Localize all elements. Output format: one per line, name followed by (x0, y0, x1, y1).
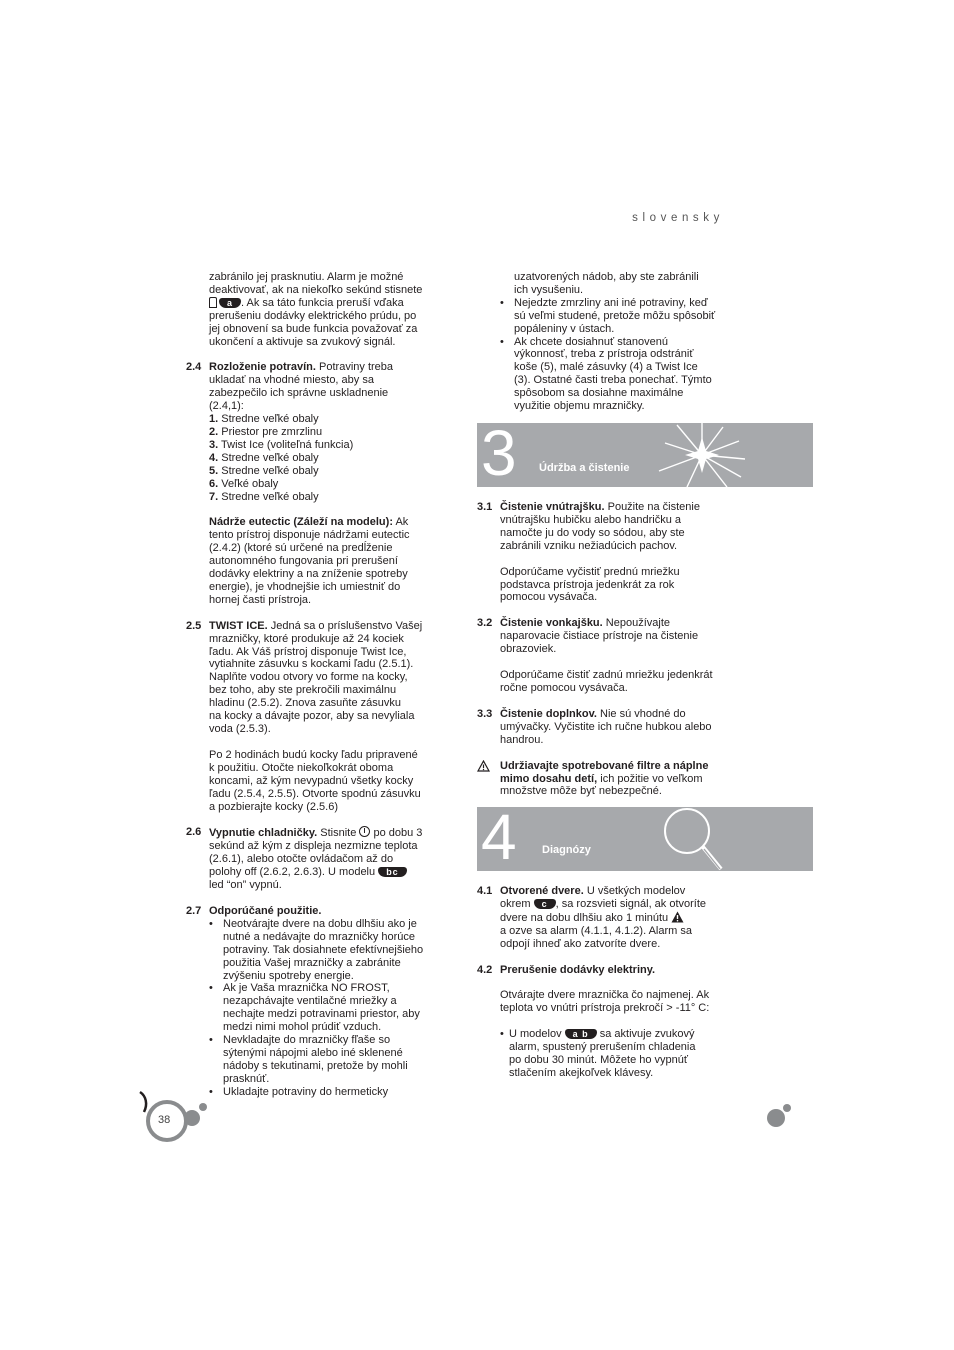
page-number: 38 (158, 1114, 171, 1126)
section-number: 2.4 (186, 361, 202, 374)
text-line: sekúnd až kým z displeja nezmizne teplota (209, 840, 418, 853)
text-line (509, 1028, 737, 1041)
bullet-icon: • (500, 1028, 504, 1041)
text-line: autonomného fungovania pri prerušení (209, 555, 398, 568)
magnifier-icon (657, 807, 737, 871)
text-span: U modelov (509, 1028, 562, 1041)
section-title: Rozloženie potravín. (209, 361, 316, 374)
text-span: . Ak sa táto funkcia preruší vďaka (241, 296, 404, 309)
warning-icon (477, 760, 490, 772)
right-column-bottom (477, 885, 737, 1080)
item-number: 4. (209, 451, 219, 464)
list-item (500, 336, 740, 413)
section-2-6 (186, 826, 448, 892)
section-number: 3.1 (477, 501, 493, 513)
chapter-title: Diagnózy (542, 844, 591, 856)
text-line: Odporúčame čistiť zadnú mriežku jedenkrát (500, 669, 713, 682)
item-text: Stredne veľké obaly (221, 413, 319, 426)
section-2-7 (186, 905, 448, 1099)
list-item (209, 426, 448, 439)
section-number: 2.6 (186, 826, 202, 839)
storage-list (209, 413, 448, 503)
text-line: • Ukladajte potraviny do hermeticky (223, 1085, 389, 1098)
text-span: polohy off (2.6.2, 2.6.3). U modelu (209, 866, 376, 879)
text-line (500, 708, 737, 721)
item-text: Priestor pre zmrzlinu (221, 425, 323, 438)
text-line: odpojí ihneď ako zatvoríte dvere. (500, 937, 661, 950)
section-title: Čistenie vonkajšku. (500, 617, 603, 630)
text-line: deaktivovať, ak na niekoľko sekúnd stisnete (209, 283, 423, 296)
text-line (500, 617, 737, 630)
text-line (500, 911, 737, 925)
list-item (500, 297, 740, 336)
text-line: • Nevkladajte do mrazničky fľaše so (223, 1034, 391, 1047)
text-line: alarm, spustený prerušením chladenia (509, 1041, 696, 1054)
text-line: zabránili vzniku nežiadúcich pachov. (500, 539, 678, 552)
text-line: výkonnosť, treba z prístroja odstrániť (514, 348, 694, 361)
text-line: pomocou vysávača. (500, 591, 598, 604)
list-item (209, 1034, 448, 1086)
text-line: sú veľmi studené, pretože môžu spôsobiť (514, 309, 716, 322)
item-number: 2. (209, 425, 219, 438)
text-line: množstve môže byť nebezpečné. (500, 785, 662, 798)
sparkle-icon (657, 423, 747, 487)
section-2-4 (186, 361, 448, 606)
recommendation-list-continued (500, 297, 740, 413)
text-span: Jedná sa o príslušenstvo Vašej (270, 619, 423, 632)
text-line: zabránilo jej prasknutiu. Alarm je možné (209, 271, 404, 283)
text-line: nechajte medzi potravinami priestor, aby (223, 1008, 420, 1021)
text-line: k použitiu. Otočte niekoľkokrát oboma (209, 761, 394, 774)
text-line (500, 501, 737, 514)
text-line: hladinu (2.5.2). Znova zasuňte zásuvku (209, 697, 402, 710)
list-item (209, 452, 448, 465)
text-line: popáleniny v ústach. (514, 322, 615, 335)
text-line: ukončení a aktivuje sa zvukový signál. (209, 335, 396, 348)
text-line: • Neotvárajte dvere na dobu dlhšiu ako je (223, 917, 417, 930)
text-line: ukladať na vhodné miesto, aby sa (209, 374, 374, 387)
text-line: energie), je vhodnejšie ich umiestniť do (209, 580, 401, 593)
text-span: Nie sú vhodné do (600, 707, 686, 720)
text-line: ich vysušeniu. (514, 283, 584, 296)
text-line (209, 361, 448, 374)
text-line (209, 297, 448, 310)
model-badge-a: a (219, 298, 241, 308)
text-span: U všetkých modelov (586, 885, 686, 897)
section-4-1 (477, 885, 737, 951)
text-span: ich požitie vo veľkom (600, 772, 703, 785)
item-number: 5. (209, 464, 219, 477)
lock-icon (209, 297, 217, 308)
section-number: 4.1 (477, 885, 493, 897)
text-span: Použite na čistenie (607, 501, 700, 513)
text-line: • Nejedzte zmrzliny ani iné potraviny, keď (514, 296, 708, 309)
text-line: koncami, až kým nevypadnú všetky kocky (209, 774, 414, 787)
warning-title: Udržiavajte spotrebované filtre a náplne (500, 759, 709, 772)
text-line: dodávky elektriny a na zníženie spotreby (209, 568, 408, 581)
power-icon (359, 826, 370, 837)
chapter-title: Údržba a čistenie (539, 462, 630, 474)
section-title: TWIST ICE. (209, 619, 268, 632)
section-4-2 (477, 964, 737, 1080)
text-line: po dobu 30 minút. Môžete ho vypnúť (509, 1054, 689, 1067)
text-line: a pozbierajte kocky (2.5.6) (209, 800, 339, 813)
text-line: medzi nimi mohol prúdiť vzduch. (223, 1021, 382, 1034)
text-line: nutné a nedávajte do mrazničky horúce (223, 930, 416, 943)
text-line: namočte ju do vody so sódou, aby ste (500, 526, 685, 539)
text-line (209, 620, 448, 633)
text-line: ročne pomocou vysávača. (500, 681, 628, 694)
list-item (209, 478, 448, 491)
list-item (209, 1086, 448, 1099)
text-line: a ozve sa alarm (4.1.1, 4.1.2). Alarm sa (500, 924, 692, 937)
list-item (209, 413, 448, 426)
text-line: na kocky a dávajte pozor, aby sa nevyliala (209, 710, 415, 723)
corner-dots-decoration (762, 1100, 802, 1140)
text-line: sýtenými nápojmi alebo iné sklenené (223, 1046, 403, 1059)
item-number: 3. (209, 438, 219, 451)
section-banner-4 (477, 807, 813, 871)
right-column-middle (477, 501, 737, 798)
text-line: voda (2.5.3). (209, 723, 271, 735)
list-item (209, 491, 448, 504)
text-span: Potraviny treba (319, 361, 394, 374)
text-line: teplota vo vnútri prístroja prekročí > -11° C: (500, 1002, 710, 1015)
text-span: dvere na dobu dlhšiu ako 1 minútu (500, 911, 669, 924)
section-title: Odporúčané použitie. (209, 904, 322, 917)
text-span: po dobu 3 (373, 827, 423, 840)
text-line: stlačením akejkoľvek klávesy. (509, 1066, 654, 1079)
text-line: spôsobom sa dosiahne maximálne (514, 387, 684, 400)
section-number: 3.3 (477, 707, 493, 720)
item-text: Twist Ice (voliteľná funkcia) (221, 438, 354, 451)
text-line: prerušeniu dodávky elektrického prúdu, po (209, 309, 417, 322)
text-span: sa aktivuje zvukový (599, 1028, 695, 1041)
text-line: Naplňte vodou otvory vo forme na kocky, (209, 671, 408, 684)
section-3-3 (477, 708, 737, 747)
text-span: , sa rozsvieti signál, ak otvoríte (555, 897, 707, 910)
text-line: zabezpečilo ich správne uskladnenie (209, 387, 389, 400)
text-line: mrazničky, ktoré produkuje až 24 kociek (209, 632, 404, 645)
text-line: využitie objemu mrazničky. (514, 400, 645, 413)
text-line: (2.4.2) (ktoré sú určené na predĺženie (209, 542, 393, 555)
text-line: koše (5), malé zásuvky (4) a Twist Ice (514, 361, 698, 374)
section-3-2 (477, 617, 737, 695)
text-line: handrou. (500, 733, 544, 746)
list-item (500, 1028, 737, 1080)
item-number: 1. (209, 413, 219, 426)
chapter-number: 4 (481, 807, 517, 871)
section-number: 4.2 (477, 963, 493, 976)
text-line: Otvárajte dvere mraznička čo najmenej. Ak (500, 989, 710, 1002)
chapter-number: 3 (481, 423, 517, 487)
section-title: Otvorené dvere. (500, 885, 584, 897)
text-line: ľadu. Ak Váš prístroj disponuje Twist Ice, (209, 645, 407, 658)
left-column (186, 271, 448, 1099)
section-3-1 (477, 501, 737, 604)
right-column-top (500, 271, 740, 413)
item-text: Stredne veľké obaly (221, 464, 319, 477)
section-title: Vypnutie chladničky. (209, 827, 318, 840)
text-line: potraviny. Tak dosiahnete efektívnejšieho (223, 943, 424, 956)
list-item (209, 982, 448, 1034)
text-line: (3). Ostatné časti treba ponechať. Týmto (514, 374, 712, 387)
text-line: ľadu (2.5.4, 2.5.5). Otvorte spodnú zásuvku (209, 787, 421, 800)
text-span: Stisnite (320, 827, 357, 840)
section-title: Čistenie vnútrajšku. (500, 501, 605, 513)
text-line: vytiahnite zásuvku s kockami ľadu (2.5.1). (209, 658, 414, 671)
text-line: prasknúť. (223, 1072, 270, 1085)
text-line: nádoby s tekutinami, pretože by mohli (223, 1059, 408, 1072)
item-number: 6. (209, 477, 219, 490)
text-line: podstavca prístroja jedenkrát za rok (500, 578, 675, 591)
section-title: Čistenie doplnkov. (500, 707, 597, 720)
text-line: uzatvorených nádob, aby ste zabránili (514, 271, 699, 283)
warning-note (477, 760, 737, 799)
model-badge-c: c (534, 899, 556, 909)
text-line: vnútrajšku hubičku alebo handričku a (500, 513, 682, 526)
text-line: umývačky. Vyčistite ich ručne hubkou alebo (500, 720, 712, 733)
text-line: Odporúčame vyčistiť prednú mriežku (500, 565, 680, 578)
section-number: 2.5 (186, 619, 202, 632)
text-line: naparovacie čistiace prístroje na čistenie (500, 630, 699, 643)
text-line (500, 885, 737, 898)
item-text: Veľké obaly (221, 477, 279, 490)
text-span: okrem (500, 897, 531, 910)
alarm-warning-icon (671, 911, 684, 923)
text-span: Nepoužívajte (605, 617, 670, 630)
model-badge-bc: bc (378, 867, 407, 877)
text-line: použitia Vašej mrazničky a zabránite (223, 956, 401, 969)
page-number-decoration (136, 1090, 216, 1150)
section-number: 3.2 (477, 617, 493, 630)
text-line: Po 2 hodinách budú kocky ľadu pripravené (209, 748, 418, 761)
text-line: tento prístroj disponuje nádržami eutectic (209, 529, 410, 542)
list-item (209, 439, 448, 452)
text-line: hornej časti prístroja. (209, 593, 312, 606)
text-line: bez toho, aby ste prekročili maximálnu (209, 684, 397, 697)
section-title: Prerušenie dodávky elektriny. (500, 963, 656, 976)
text-line (209, 826, 448, 840)
text-line (500, 898, 737, 911)
item-text: Stredne veľké obaly (221, 451, 319, 464)
list-item (209, 465, 448, 478)
text-line: zvýšeniu spotreby energie. (223, 969, 354, 982)
text-line: led “on” vypnú. (209, 879, 282, 892)
text-line (209, 866, 448, 879)
language-label: slovensky (632, 212, 724, 224)
section-2-5 (186, 620, 448, 814)
section-number: 2.7 (186, 904, 202, 917)
text-span: mimo dosahu detí, (500, 772, 598, 785)
intro-text (186, 271, 448, 348)
item-number: 7. (209, 490, 219, 503)
text-line: nezapchávajte ventilačné mriežky a (223, 995, 397, 1008)
text-line: obrazoviek. (500, 643, 557, 656)
text-line: • Ak je Vaša mraznička NO FROST, (223, 982, 390, 995)
text-line (500, 773, 737, 786)
section-banner-3 (477, 423, 813, 487)
text-line (209, 516, 448, 529)
recommendation-list (209, 918, 448, 1099)
subsection-title: Nádrže eutectic (Záleží na modelu): (209, 516, 393, 529)
item-text: Stredne veľké obaly (221, 490, 319, 503)
text-line: (2.6.1), alebo otočte ovládačom až do (209, 853, 394, 866)
model-badge-ab: a b (565, 1029, 597, 1039)
list-item (209, 918, 448, 983)
text-span: Ak (395, 516, 409, 529)
text-line: • Ak chcete dosiahnuť stanovenú (514, 335, 668, 348)
text-line: (2.4,1): (209, 400, 244, 413)
text-line: jej obnovení sa bude funkcia považovať za (209, 322, 418, 335)
